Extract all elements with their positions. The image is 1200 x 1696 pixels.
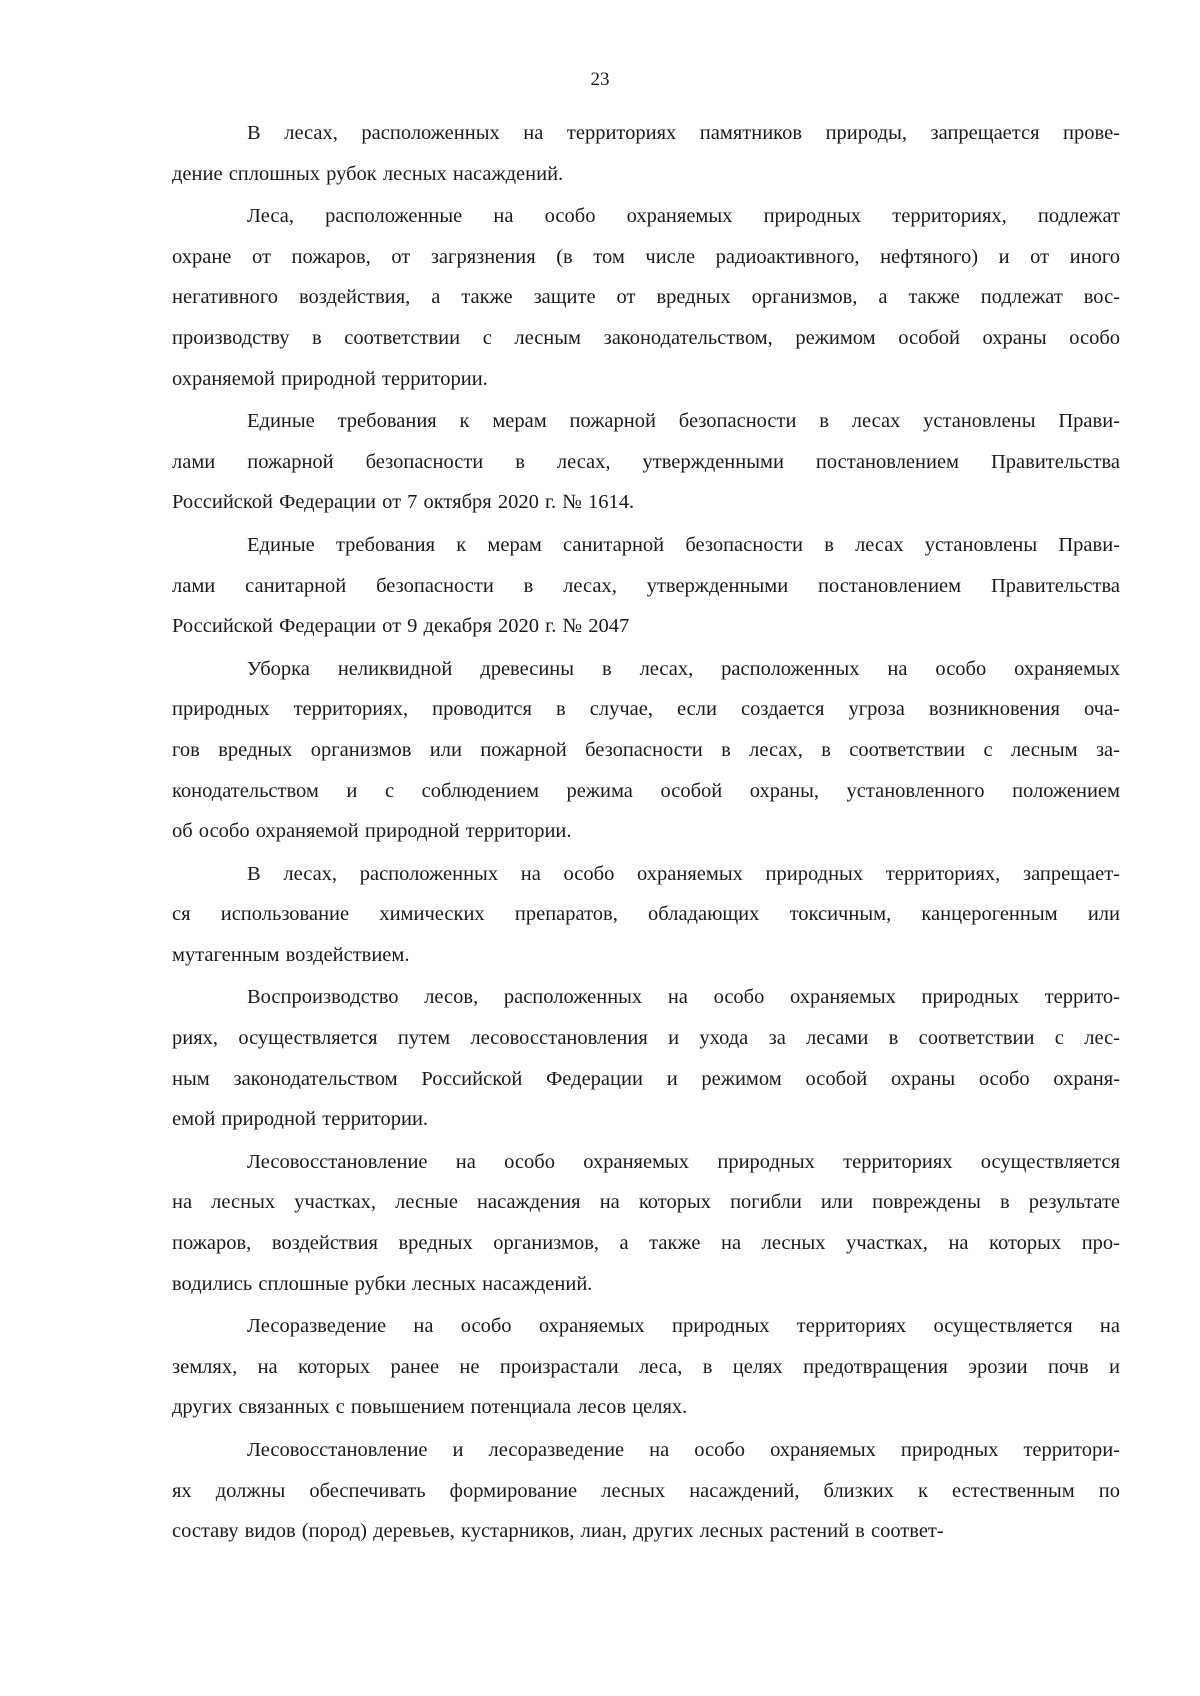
text-line: В лесах, расположенных на территориях памятников природы, запрещается прове- [247,122,1120,144]
paragraph [172,113,1120,194]
text-line: охраняемой природной территории. [172,367,488,390]
paragraph [172,525,1120,647]
text-line: пожаров, воздействия вредных организмов, а также на лесных участках, на которых про- [172,1232,1120,1255]
text-line: на лесных участках, лесные насаждения на которых погибли или повреждены в результате [172,1191,1120,1214]
text-line: ным законодательством Российской Федерации и режимом особой охраны особо охраня- [172,1067,1120,1090]
text-line: негативного воздействия, а также защите от вредных организмов, а также подлежат вос- [172,286,1120,309]
text-line: Уборка неликвидной древесины в лесах, расположенных на особо охраняемых [247,657,1120,680]
page-number: 23 [590,69,610,90]
text-line: водились сплошные рубки лесных насаждений. [172,1272,593,1295]
text-line: землях, на которых ранее не произрастали леса, в целях предотвращения эрозии почв и [172,1355,1120,1378]
paragraph [172,649,1120,852]
document-body [172,113,1120,1554]
text-line: лами пожарной безопасности в лесах, утвержденными постановлением Правительства [172,450,1120,473]
paragraph [172,401,1120,523]
text-line: риях, осуществляется путем лесовосстановления и ухода за лесами в соответствии с лес- [172,1027,1120,1050]
text-line: В лесах, расположенных на особо охраняемых природных территориях, запрещает- [247,862,1120,885]
paragraph [172,1306,1120,1428]
text-line: охране от пожаров, от загрязнения (в том числе радиоактивного, нефтяного) и от иного [172,245,1120,268]
text-line: других связанных с повышением потенциала лесов целях. [172,1396,688,1419]
text-line: гов вредных организмов или пожарной безопасности в лесах, в соответствии с лесным за- [172,738,1120,761]
text-line: производству в соответствии с лесным законодательством, режимом особой охраны особо [172,326,1120,349]
text-line: природных территориях, проводится в случае, если создается угроза возникновения оча- [172,698,1120,721]
text-line: ся использование химических препаратов, обладающих токсичным, канцерогенным или [172,903,1120,926]
paragraph [172,196,1120,399]
text-line: Единые требования к мерам санитарной безопасности в лесах установлены Прави- [247,533,1120,556]
paragraph [172,1142,1120,1304]
text-line: Российской Федерации от 7 октября 2020 г. № 1614. [172,491,635,514]
text-line: Лесоразведение на особо охраняемых природных территориях осуществляется на [247,1315,1120,1338]
text-line: емой природной территории. [172,1108,429,1131]
paragraph [172,977,1120,1139]
paragraph [172,1430,1120,1552]
text-line: об особо охраняемой природной территории. [172,820,572,843]
text-line: Российской Федерации от 9 декабря 2020 г. № 2047 [172,615,630,638]
text-line: ях должны обеспечивать формирование лесных насаждений, близких к естественным по [172,1479,1120,1502]
text-line: Леса, расположенные на особо охраняемых природных территориях, подлежат [247,205,1120,228]
text-line: составу видов (пород) деревьев, кустарников, лиан, других лесных растений в соответ- [172,1520,944,1543]
paragraph [172,854,1120,976]
text-line: лами санитарной безопасности в лесах, утвержденными постановлением Правительства [172,574,1120,597]
text-line: Лесовосстановление и лесоразведение на особо охраняемых природных территори- [247,1439,1120,1461]
text-line: мутагенным воздействием. [172,943,410,966]
text-line: Лесовосстановление на особо охраняемых природных территориях осуществляется [247,1150,1120,1173]
text-line: Воспроизводство лесов, расположенных на особо охраняемых природных террито- [247,986,1120,1009]
text-line: конодательством и с соблюдением режима особой охраны, установленного положением [172,779,1120,802]
text-line: дение сплошных рубок лесных насаждений. [172,162,564,185]
text-line: Единые требования к мерам пожарной безопасности в лесах установлены Прави- [247,410,1120,433]
